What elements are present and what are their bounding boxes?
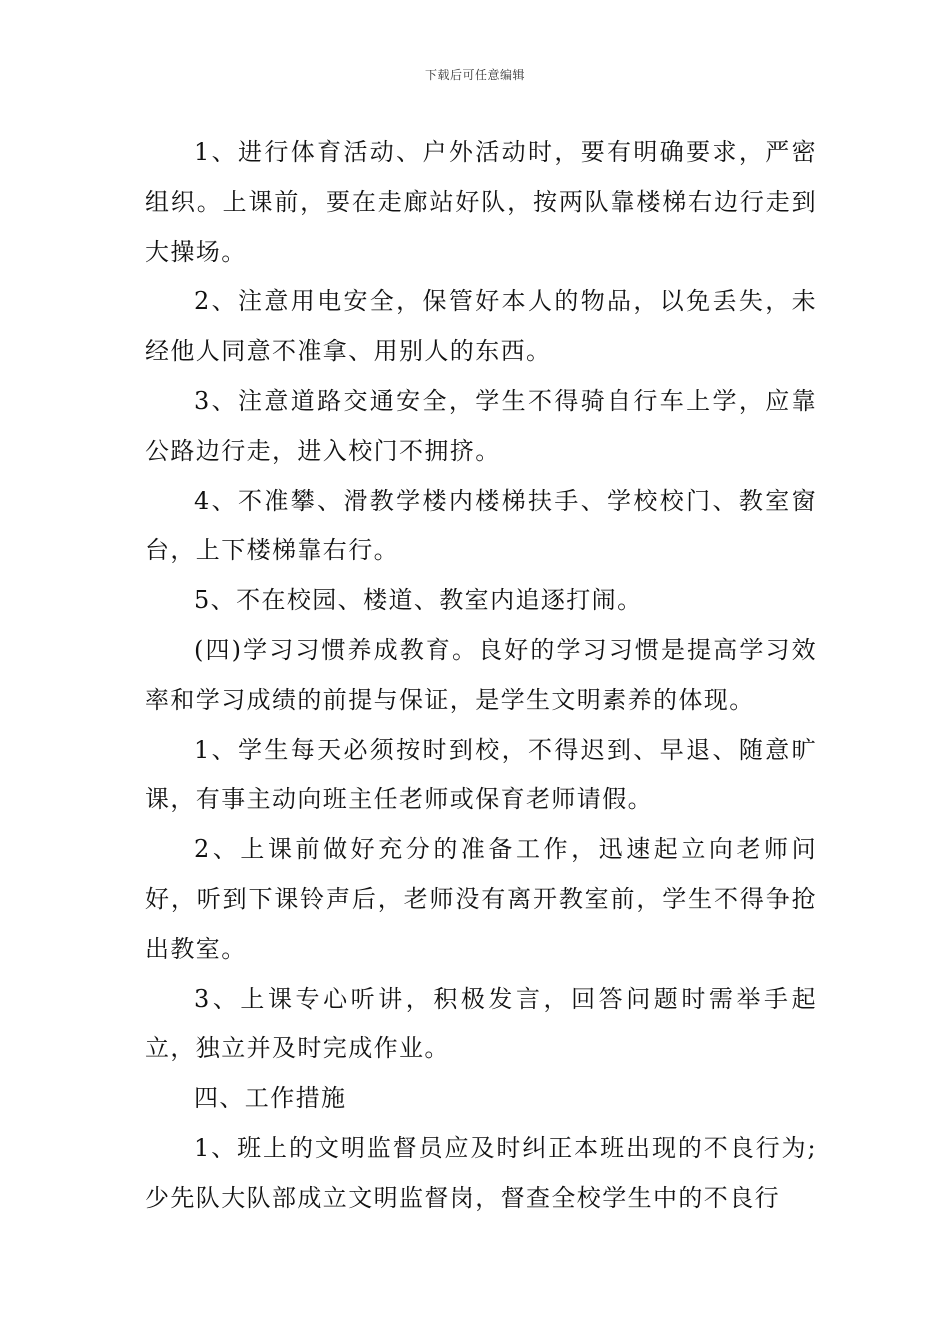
paragraph-study-3: 3、上课专心听讲，积极发言，回答问题时需举手起立，独立并及时完成作业。 xyxy=(145,984,817,1063)
section-heading-study-habits: (四)学习习惯养成教育。良好的学习习惯是提高学习效率和学习成绩的前提与保证，是学生文明素养的体现。 xyxy=(145,635,817,714)
paragraph-safety-2: 2、注意用电安全，保管好本人的物品，以免丢失，未经他人同意不准拿、用别人的东西。 xyxy=(145,287,817,366)
page-header: 下载后可任意编辑 xyxy=(424,68,525,82)
document-body xyxy=(145,128,817,1224)
paragraph-safety-1: 1、进行体育活动、户外活动时，要有明确要求，严密组织。上课前，要在走廊站好队，按两队靠楼梯右边行走到大操场。 xyxy=(145,138,817,266)
paragraph-measures-1: 1、班上的文明监督员应及时纠正本班出现的不良行为;少先队大队部成立文明监督岗，督查全校学生中的不良行 xyxy=(145,1133,817,1212)
paragraph-safety-5: 5、不在校园、楼道、教室内追逐打闹。 xyxy=(194,586,643,615)
paragraph-safety-4: 4、不准攀、滑教学楼内楼梯扶手、学校校门、教室窗台，上下楼梯靠右行。 xyxy=(145,486,817,565)
paragraph-safety-3: 3、注意道路交通安全，学生不得骑自行车上学，应靠公路边行走，进入校门不拥挤。 xyxy=(145,386,817,465)
section-heading-measures: 四、工作措施 xyxy=(194,1084,347,1113)
paragraph-study-2: 2、上课前做好充分的准备工作，迅速起立向老师问好，听到下课铃声后，老师没有离开教室前，学生不得争抢出教室。 xyxy=(145,835,817,963)
paragraph-study-1: 1、学生每天必须按时到校，不得迟到、早退、随意旷课，有事主动向班主任老师或保育老师请假。 xyxy=(145,735,817,814)
